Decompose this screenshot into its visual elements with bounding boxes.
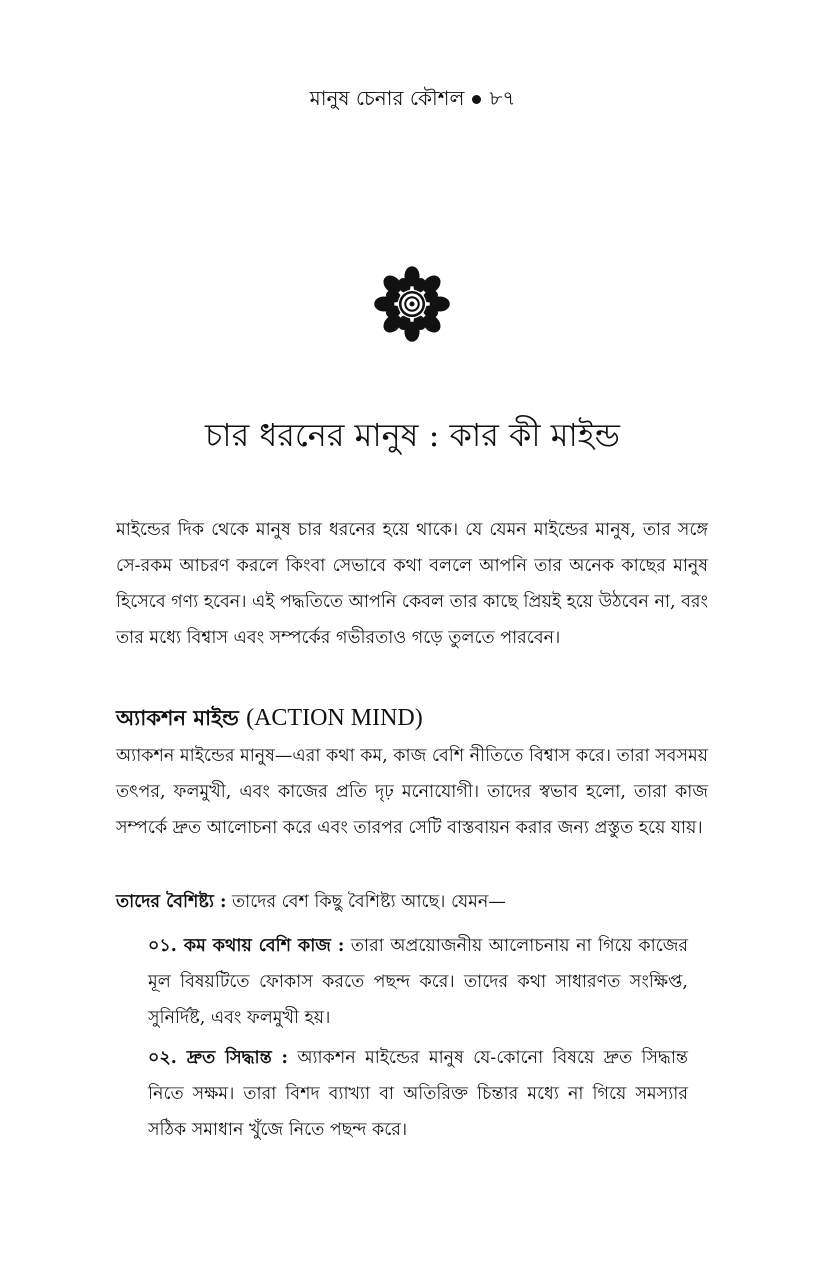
page-number: ৮৭ xyxy=(489,86,516,110)
traits-text: তাদের বেশ কিছু বৈশিষ্ট্য আছে। যেমন— xyxy=(232,892,506,912)
list-item-text: তারা অপ্রয়োজনীয় আলোচনায় না গিয়ে কাজের মূল বিষয়টিতে ফোকাস করতে পছন্দ করে। তাদের কথা সাধারণত সংক্ষিপ্ত, সুনির্দিষ্ট, এবং ফলমুখী হয়। xyxy=(148,936,688,1028)
section-paragraph: অ্যাকশন মাইন্ডের মানুষ—এরা কথা কম, কাজ বেশি নীতিতে বিশ্বাস করে। তারা সবসময় তৎপর, ফলমুখী, এবং কাজের প্রতি দৃঢ় মনোযোগী। তাদের স্বভাব হলো, তারা কাজ সম্পর্কে দ্রুত আলোচনা করে এবং তারপর সেটি বাস্তবায়ন করার জন্য প্রস্তুত হয়ে যায়। xyxy=(116,746,708,838)
flower-ornament-icon xyxy=(370,262,454,346)
book-title: মানুষ চেনার কৌশল xyxy=(309,86,465,110)
intro-paragraph: মাইন্ডের দিক থেকে মানুষ চার ধরনের হয়ে থাকে। যে যেমন মাইন্ডের মানুষ, তার সঙ্গে সে-রকম আচরণ করলে কিংবা সেভাবে কথা বললে আপনি তার অনেক কাছের মানুষ হিসেবে গণ্য হবেন। এই পদ্ধতিতে আপনি কেবল তার কাছে প্রিয়ই হয়ে উঠবেন না, বরং তার মধ্যে বিশ্বাস এবং সম্পর্কের গভীরতাও গড়ে তুলতে পারবেন। xyxy=(116,520,708,648)
section-heading-bn: অ্যাকশন মাইন্ড xyxy=(116,705,239,730)
section-heading xyxy=(116,702,708,737)
list-item-text: অ্যাকশন মাইন্ডের মানুষ যে-কোনো বিষয়ে দ্রুত সিদ্ধান্ত নিতে সক্ষম। তারা বিশদ ব্যাখ্যা বা অতিরিক্ত চিন্তার মধ্যে না গিয়ে সমস্যার সঠিক সমাধান খুঁজে নিতে পছন্দ করে। xyxy=(148,1048,688,1140)
bullet-separator-icon xyxy=(472,95,481,104)
chapter-title: চার ধরনের মানুষ : কার কী মাইন্ড xyxy=(205,416,620,454)
running-header xyxy=(0,84,825,117)
list-item xyxy=(148,928,688,1036)
list-item-label: ০১. কম কথায় বেশি কাজ : xyxy=(148,936,345,956)
traits-label: তাদের বৈশিষ্ট্য : xyxy=(116,892,227,912)
section-heading-en: (ACTION MIND) xyxy=(246,705,423,731)
list-item-label: ০২. দ্রুত সিদ্ধান্ত : xyxy=(148,1048,288,1068)
list-item xyxy=(148,1040,688,1148)
traits-line xyxy=(116,884,708,920)
